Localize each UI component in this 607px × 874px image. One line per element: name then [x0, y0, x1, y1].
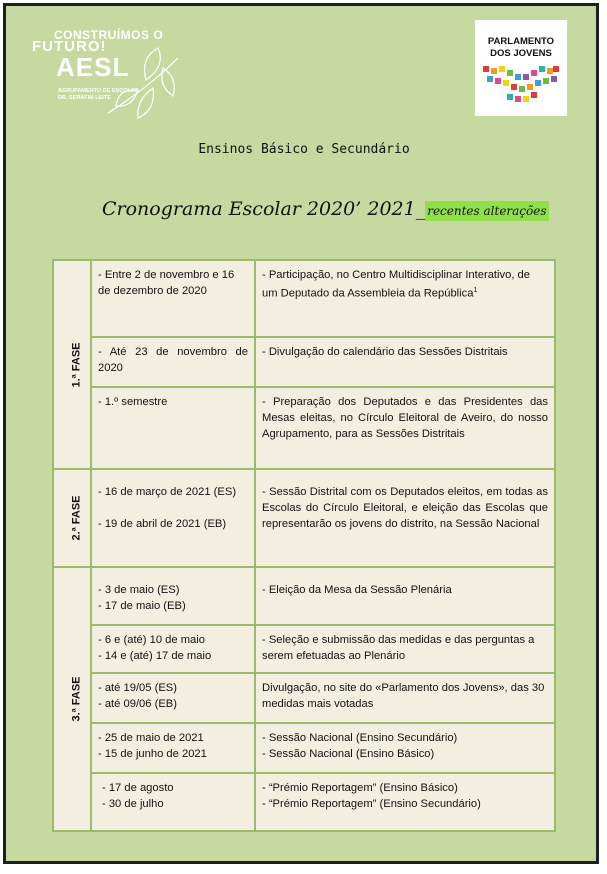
date-cell	[91, 469, 255, 567]
table-row	[53, 773, 555, 831]
school-logo	[28, 18, 188, 128]
date-line: - 16 de março de 2021 (ES)	[98, 486, 237, 498]
footnote-marker: 1	[473, 287, 478, 294]
date-cell: - 1.º semestre	[91, 387, 255, 469]
subtitle: Ensinos Básico e Secundário	[198, 142, 410, 157]
table-row	[53, 387, 555, 469]
date-line: - 17 de agosto	[102, 782, 174, 794]
logo-line2: FUTURO!	[32, 38, 107, 55]
mosaic-icon	[481, 64, 561, 108]
title-highlight: recentes alterações	[425, 201, 548, 221]
description-cell: - Divulgação do calendário das Sessões Distritais	[255, 337, 555, 387]
date-line: - 30 de julho	[102, 798, 164, 810]
logo-sub1: AGRUPAMENTO DE ESCOLAS	[58, 88, 139, 94]
logo-name: AESL	[56, 52, 130, 82]
title-main: Cronograma Escolar 2020’ 2021_	[102, 198, 426, 220]
description-line: - Sessão Nacional (Ensino Secundário)	[262, 732, 458, 744]
date-line: - 19 de abril de 2021 (EB)	[98, 518, 227, 530]
parlamento-jovens-logo	[475, 20, 567, 116]
phase-3-cell	[53, 567, 91, 831]
date-line: - 14 e (até) 17 de maio	[98, 650, 212, 662]
date-cell	[91, 625, 255, 673]
description-cell: - Sessão Distrital com os Deputados eleitos, em todas as Escolas do Círculo Eleitoral, e eleição das Escolas que representarão os jovens do distrito, na Sessão Nacional	[255, 469, 555, 567]
date-cell	[91, 673, 255, 723]
description-text: - Participação, no Centro Multidisciplinar Interativo, de um Deputado da Assembleia da República	[262, 269, 531, 300]
description-line: - “Prémio Reportagem” (Ensino Secundário)	[262, 798, 481, 810]
table-row	[53, 337, 555, 387]
logo-sub	[58, 88, 138, 102]
table-row	[53, 723, 555, 773]
pj-logo-line1: PARLAMENTO	[487, 36, 555, 47]
date-cell	[91, 773, 255, 831]
table-row	[53, 625, 555, 673]
document-page	[3, 3, 599, 864]
phase-1-cell	[53, 260, 91, 469]
table-row	[53, 469, 555, 567]
date-cell	[91, 723, 255, 773]
phase-2-cell	[53, 469, 91, 567]
description-cell: - Seleção e submissão das medidas e das perguntas a serem efetuadas ao Plenário	[255, 625, 555, 673]
date-cell: - Até 23 de novembro de 2020	[91, 337, 255, 387]
description-line: - Sessão Nacional (Ensino Básico)	[262, 748, 435, 760]
description-cell	[255, 723, 555, 773]
description-line: - “Prémio Reportagem” (Ensino Básico)	[262, 782, 458, 794]
date-line: - até 19/05 (ES)	[98, 682, 177, 694]
date-line: - 6 e (até) 10 de maio	[98, 634, 205, 646]
logo-line1: CONSTRUÍMOS O	[54, 28, 164, 42]
phase-label: 2.ª FASE	[70, 495, 83, 541]
description-cell: - Eleição da Mesa da Sessão Plenária	[255, 567, 555, 625]
phase-label: 1.ª FASE	[70, 341, 83, 388]
date-line: - 15 de junho de 2021	[98, 748, 207, 760]
date-line: - 25 de maio de 2021	[98, 732, 204, 744]
schedule-table	[52, 259, 556, 832]
table-row	[53, 673, 555, 723]
pj-logo-line2: DOS JOVENS	[490, 48, 552, 59]
document-title	[102, 198, 549, 220]
date-cell: - Entre 2 de novembro e 16 de dezembro de 2020	[91, 260, 255, 337]
date-cell	[91, 567, 255, 625]
logo-sub2: DR. SERAFIM LEITE	[58, 95, 111, 101]
description-cell	[255, 260, 555, 337]
description-cell: Divulgação, no site do «Parlamento dos Jovens», das 30 medidas mais votadas	[255, 673, 555, 723]
date-line: - 17 de maio (EB)	[98, 600, 186, 612]
table-row	[53, 260, 555, 337]
table-row	[53, 567, 555, 625]
date-line: - até 09/06 (EB)	[98, 698, 177, 710]
description-cell: - Preparação dos Deputados e das Presidentes das Mesas eleitas, no Círculo Eleitoral de Aveiro, do nosso Agrupamento, para as Sessões Distritais	[255, 387, 555, 469]
description-cell	[255, 773, 555, 831]
date-line: - 3 de maio (ES)	[98, 584, 180, 596]
phase-label: 3.ª FASE	[70, 676, 83, 722]
